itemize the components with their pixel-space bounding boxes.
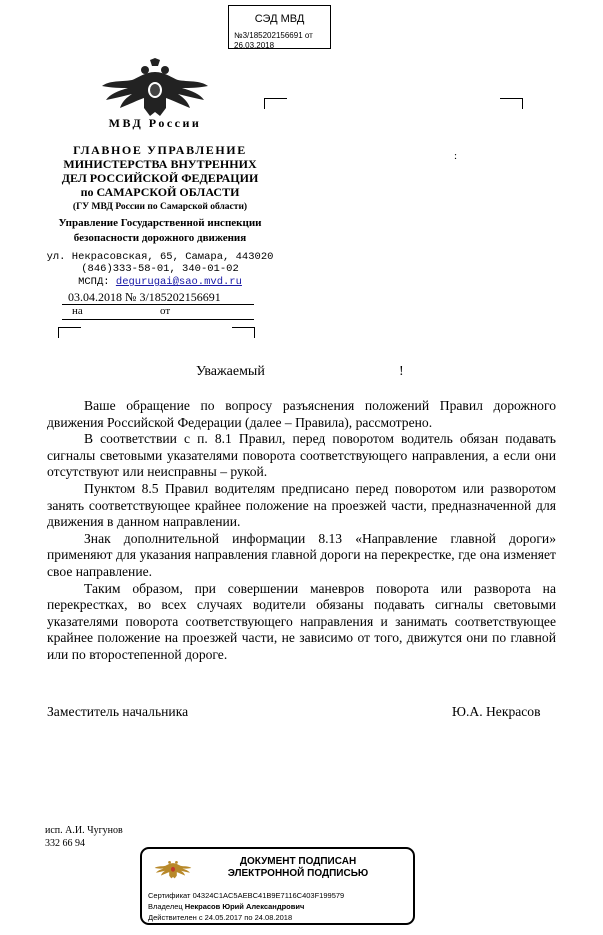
body-paragraph: В соответствии с п. 8.1 Правил, перед поворотом водитель обязан подавать сигналы световыми указателями поворота соответствующего направления, а если они отсутствуют или неисправны – рукой.: [47, 431, 556, 480]
e-signature-certificate: [148, 891, 344, 900]
stray-mark: :: [454, 150, 458, 162]
mvd-title: МВД России: [108, 116, 202, 130]
executor-name: исп. А.И. Чугунов: [45, 825, 123, 836]
reference-na-label: на: [72, 305, 83, 317]
double-headed-eagle-icon: [100, 58, 210, 120]
corner-bracket: [58, 327, 81, 338]
org-name-line: МИНИСТЕРСТВА ВНУТРЕННИХ: [63, 157, 257, 171]
corner-bracket: [232, 327, 255, 338]
executor-info: [45, 824, 123, 850]
reference-ot-label: от: [160, 305, 171, 317]
double-headed-eagle-icon: [154, 853, 192, 885]
salutation: [196, 364, 436, 380]
org-name-line: по САМАРСКОЙ ОБЛАСТИ: [80, 185, 240, 199]
e-signature-title: ЭЛЕКТРОННОЙ ПОДПИСЬЮ: [227, 868, 369, 879]
certificate-label: Сертификат: [148, 891, 191, 900]
org-name-line: ДЕЛ РОССИЙСКОЙ ФЕДЕРАЦИИ: [61, 171, 259, 185]
org-email-line: [40, 276, 280, 289]
registration-line: [68, 290, 221, 305]
salutation-end: !: [399, 364, 404, 379]
corner-bracket: [264, 98, 287, 109]
department-name-line: безопасности дорожного движения: [73, 232, 247, 244]
letter-body: [47, 398, 556, 664]
corner-bracket: [500, 98, 523, 109]
e-signature-stamp: [140, 847, 415, 925]
body-paragraph: Ваше обращение по вопросу разъяснения положений Правил дорожного движения Российской Федерации (далее – Правила), рассмотрено.: [47, 398, 556, 430]
email-link[interactable]: degurugai@sao.mvd.ru: [115, 276, 242, 288]
org-address: ул. Некрасовская, 65, Самара, 443020: [46, 251, 274, 263]
registration-number: № 3/185202156691: [125, 290, 221, 304]
org-name-line: ГЛАВНОЕ УПРАВЛЕНИЕ: [73, 143, 247, 157]
certificate-value: 04324C1AC5AEBC41B9E7116C403F199579: [192, 891, 345, 900]
registration-stamp-title: СЭД МВД: [254, 13, 305, 25]
executor-phone: 332 66 94: [45, 838, 85, 849]
department-name-line: Управление Государственной инспекции: [58, 217, 262, 229]
email-label: МСПД:: [78, 276, 110, 288]
registration-stamp: [228, 5, 331, 49]
divider: [62, 304, 254, 305]
body-paragraph: Пунктом 8.5 Правил водителям предписано перед поворотом или разворотом занять соответствующее крайнее положение на проезжей части, предназначенной для движения в данном направлении.: [47, 480, 556, 530]
registration-stamp-number: №3/185202156691 от: [234, 31, 313, 40]
body-paragraph: Знак дополнительной информации 8.13 «Направление главной дороги» применяют для указания направления главной дороги на перекрестке, где она изменяет свое направление.: [47, 530, 556, 579]
registration-date: 03.04.2018: [68, 290, 122, 304]
org-abbreviation: (ГУ МВД России по Самарской области): [72, 202, 248, 212]
salutation-text: Уважаемый: [196, 364, 265, 379]
signer-name: Ю.А. Некрасов: [452, 704, 541, 719]
owner-value: Некрасов Юрий Александрович: [184, 902, 305, 911]
signer-position: Заместитель начальника: [47, 704, 189, 719]
e-signature-validity: Действителен с 24.05.2017 по 24.08.2018: [148, 913, 293, 922]
e-signature-title: ДОКУМЕНТ ПОДПИСАН: [239, 856, 357, 867]
owner-label: Владелец: [148, 902, 183, 911]
registration-stamp-date: 26.03.2018: [234, 41, 275, 50]
org-phones: (846)333-58-01, 340-01-02: [81, 263, 239, 275]
e-signature-owner: [148, 902, 304, 911]
divider: [62, 319, 254, 320]
body-paragraph: Таким образом, при совершении маневров поворота или разворота на перекрестках, во всех случаях водители обязаны подавать сигналы световыми указателями поворота соответствующего направления и занимать соответствующее крайнее положение на проезжей части, не зависимо от того, движутся они по главной или по второстепенной дороге.: [47, 580, 556, 662]
